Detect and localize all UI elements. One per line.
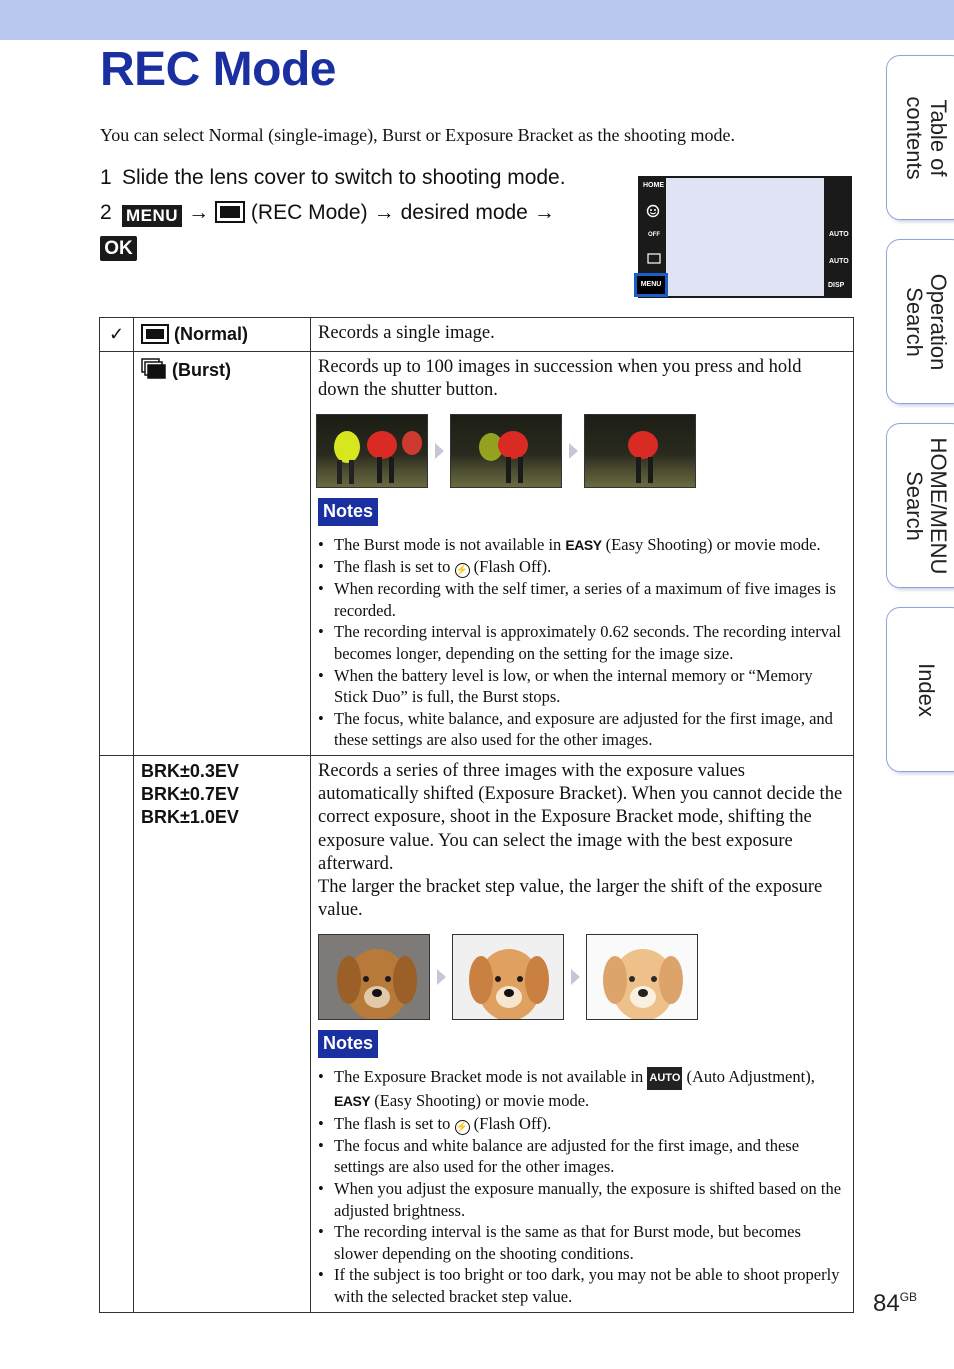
burst-mode-cell	[134, 352, 311, 756]
camera-screen-illustration	[638, 176, 852, 298]
camera-menu-button: MENU	[634, 273, 668, 297]
tab-table-of-contents[interactable]	[886, 55, 954, 220]
bracket-desc-2: The larger the bracket step value, the larger the shift of the exposure value.	[318, 876, 823, 921]
list-item: • The Burst mode is not available in EASY (Easy Shooting) or movie mode.	[318, 534, 846, 557]
menu-key-icon: MENU	[122, 205, 182, 227]
bracket-photo-bright	[586, 934, 698, 1020]
smile-icon	[646, 204, 660, 218]
list-item: • When the battery level is low, or when the internal memory or “Memory Stick Duo” is full, the Burst stops.	[318, 665, 846, 708]
rec-mode-table	[99, 317, 854, 1313]
list-item: • The focus and white balance are adjusted for the first image, and these settings are also used for the other images.	[318, 1135, 846, 1178]
normal-mode-icon	[141, 324, 169, 344]
list-item: • When you adjust the exposure manually, the exposure is shifted based on the adjusted brightness.	[318, 1178, 846, 1221]
ok-key-icon: OK	[100, 236, 137, 261]
step-1-text: Slide the lens cover to switch to shooting mode.	[122, 166, 566, 189]
list-item: • The flash is set to ⚡ (Flash Off).	[318, 1113, 846, 1135]
desired-mode-label: desired mode	[400, 201, 528, 224]
tab-index-label: Index	[914, 662, 939, 717]
step-2	[100, 201, 561, 227]
arrow-icon: →	[373, 201, 395, 224]
step-1-number: 1	[100, 166, 112, 189]
bracket-photo-dark	[318, 934, 430, 1020]
page-number: $84^{GB}$	[873, 1290, 918, 1317]
burst-notes-list	[318, 534, 846, 751]
arrow-icon	[571, 969, 580, 985]
normal-mode-label: (Normal)	[174, 324, 249, 344]
burst-mode-content	[311, 352, 854, 756]
bracket-desc-1: Records a series of three images with the exposure values automatically shifted (Exposure Bracket). When you cannot decide the correct exposure, shoot in the Exposure Bracket mode, shifting the exposure value. You can select the image with the best exposure afterward.	[318, 760, 843, 874]
rec-mode-label: (REC Mode)	[250, 201, 368, 224]
flash-off-icon: ⚡	[455, 1121, 469, 1133]
arrow-icon: →	[188, 201, 210, 224]
tab-index[interactable]	[886, 607, 954, 772]
table-row-normal	[100, 318, 854, 352]
arrow-icon	[435, 443, 444, 459]
burst-mode-icon	[141, 358, 167, 380]
tab-operation-search[interactable]	[886, 239, 954, 404]
flash-auto-label: AUTO	[829, 231, 849, 238]
bracket-photo-sequence	[318, 934, 846, 1020]
bracket-notes-list	[318, 1066, 846, 1308]
list-item: • The flash is set to ⚡ (Flash Off).	[318, 556, 846, 578]
arrow-icon	[569, 443, 578, 459]
burst-photo-1	[316, 414, 428, 488]
tab-operation-label: Operation Search	[902, 273, 951, 370]
table-row-bracket	[100, 755, 854, 1312]
arrow-icon: →	[533, 201, 555, 224]
redeye-auto-label: AUTO	[829, 258, 849, 265]
home-label: HOME	[643, 182, 664, 189]
easy-icon: EASY	[334, 1093, 371, 1110]
step-1	[100, 166, 566, 190]
arrow-icon	[437, 969, 446, 985]
step-2-number: 2	[100, 201, 112, 224]
list-item: • If the subject is too bright or too dark, you may not be able to shoot properly with the selected bracket step value.	[318, 1264, 846, 1307]
notes-badge: Notes	[318, 1030, 378, 1057]
off-label: OFF	[648, 232, 660, 238]
intro-text: You can select Normal (single-image), Burst or Exposure Bracket as the shooting mode.	[100, 125, 736, 145]
burst-photo-3	[584, 414, 696, 488]
burst-photo-2	[450, 414, 562, 488]
burst-mode-desc: Records up to 100 images in succession when you press and hold down the shutter button.	[318, 357, 802, 401]
burst-photo-sequence	[316, 414, 846, 488]
auto-icon: AUTO	[647, 1067, 682, 1091]
easy-icon: EASY	[565, 536, 602, 553]
list-item: • When recording with the self timer, a series of a maximum of five images is recorded.	[318, 578, 846, 621]
burst-mode-label: (Burst)	[172, 360, 232, 380]
page-title: REC Mode	[100, 43, 336, 96]
step-2-ok	[100, 236, 137, 261]
camera-lcd	[666, 178, 824, 296]
bracket-mode-cell	[134, 755, 311, 1312]
normal-mode-cell	[134, 318, 311, 352]
notes-badge: Notes	[318, 498, 378, 525]
easy-small-icon	[647, 252, 661, 264]
rec-mode-icon	[215, 201, 245, 223]
list-item: • The focus, white balance, and exposure are adjusted for the first image, and these settings are also used for the other images.	[318, 708, 846, 751]
bracket-label-07: BRK±0.7EV	[141, 783, 239, 804]
bracket-label-10: BRK±1.0EV	[141, 806, 239, 827]
list-item: • The Exposure Bracket mode is not available in AUTO (Auto Adjustment), EASY (Easy Shooting) or movie mode.	[318, 1066, 846, 1113]
tab-home-menu-search[interactable]	[886, 423, 954, 588]
list-item: • The recording interval is the same as that for Burst mode, but becomes slower depending on the shooting conditions.	[318, 1221, 846, 1264]
check-icon: ✓	[100, 318, 134, 352]
top-banner	[0, 0, 954, 40]
disp-label: DISP	[828, 282, 845, 289]
table-row-burst	[100, 352, 854, 756]
normal-mode-desc: Records a single image.	[311, 318, 854, 352]
bracket-photo-normal	[452, 934, 564, 1020]
bracket-mode-content	[311, 755, 854, 1312]
tab-toc-label: Table of contents	[902, 95, 951, 180]
list-item: • The recording interval is approximately 0.62 seconds. The recording interval becomes longer, depending on the setting for the image size.	[318, 621, 846, 664]
bracket-label-03: BRK±0.3EV	[141, 760, 239, 781]
flash-off-icon: ⚡	[455, 565, 469, 577]
tab-homemenu-label: HOME/MENU Search	[902, 437, 951, 574]
